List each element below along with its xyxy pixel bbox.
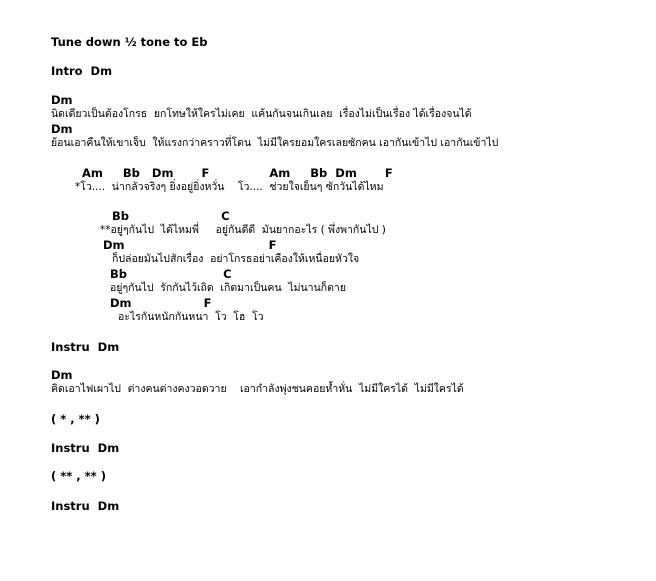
instrumental-line-3: Instru Dm (51, 499, 120, 513)
verse1-lyric-line-2: ย้อนเอาคืนให้เขาเจ็บ ให้แรงกว่าคราวที่โดน ไม่มีใครยอมใครเลยซักคน เอากันเข้าไป เอากันเข้าไป (51, 137, 499, 149)
chorus-chord-line-2: Dm F (103, 238, 277, 252)
verse2-lyric-line: คิดเอาไฟเผาไป ต่างคนต่างคงวอดวาย เอากำลังพุ่งชนคอยห้ำหั่น ไม่มีใครได้ ไม่มีใครได้ (51, 383, 464, 395)
chorus-chord-line-3: Bb C (110, 267, 232, 281)
repeat-marker-2: ( ** , ** ) (51, 469, 106, 483)
prechorus-lyric-line: *โว.... น่ากลัวจริงๆ ยิ่งอยู่ยิ่งหวั่น โว.... ช่วยใจเย็นๆ ซักวันได้ไหม (75, 181, 384, 193)
chorus-lyric-line-3: อยู่ๆกันไป รักกันไว้เถิด เกิดมาเป็นคน ไม่นานก็ตาย (110, 282, 346, 294)
chorus-lyric-line-2: ก็ปล่อยมันไปสักเรื่อง อย่าโกรธอย่าเคืองให้เหนื่อยหัวใจ (112, 253, 360, 265)
tuning-note: Tune down ½ tone to Eb (51, 35, 208, 49)
instrumental-line-1: Instru Dm (51, 340, 120, 354)
prechorus-chord-line: Am Bb Dm F Am Bb Dm F (82, 166, 393, 180)
chorus-chord-line-4: Dm F (110, 296, 212, 310)
intro-line: Intro Dm (51, 64, 113, 78)
verse1-lyric-line-1: นิดเดียวเป็นต้องโกรธ ยกโทษให้ใครไม่เคย แค้นกันจนเกินเลย เรื่องไม่เป็นเรื่อง ได้เรื่องจนได้ (51, 108, 472, 120)
instrumental-line-2: Instru Dm (51, 441, 120, 455)
repeat-marker-1: ( * , ** ) (51, 412, 100, 426)
chorus-chord-line-1: Bb C (112, 209, 230, 223)
chorus-lyric-line-4: อะไรกันหนักกันหนา โว โฮ โว (118, 311, 264, 323)
chorus-lyric-line-1: **อยู่ๆกันไป ได้ไหมพี่ อยู่กันดีดี มันยากอะไร ( พึ่งพากันไป ) (100, 224, 386, 236)
verse1-chord-line-2: Dm (51, 122, 73, 136)
verse2-chord-line: Dm (51, 368, 73, 382)
verse1-chord-line-1: Dm (51, 93, 73, 107)
